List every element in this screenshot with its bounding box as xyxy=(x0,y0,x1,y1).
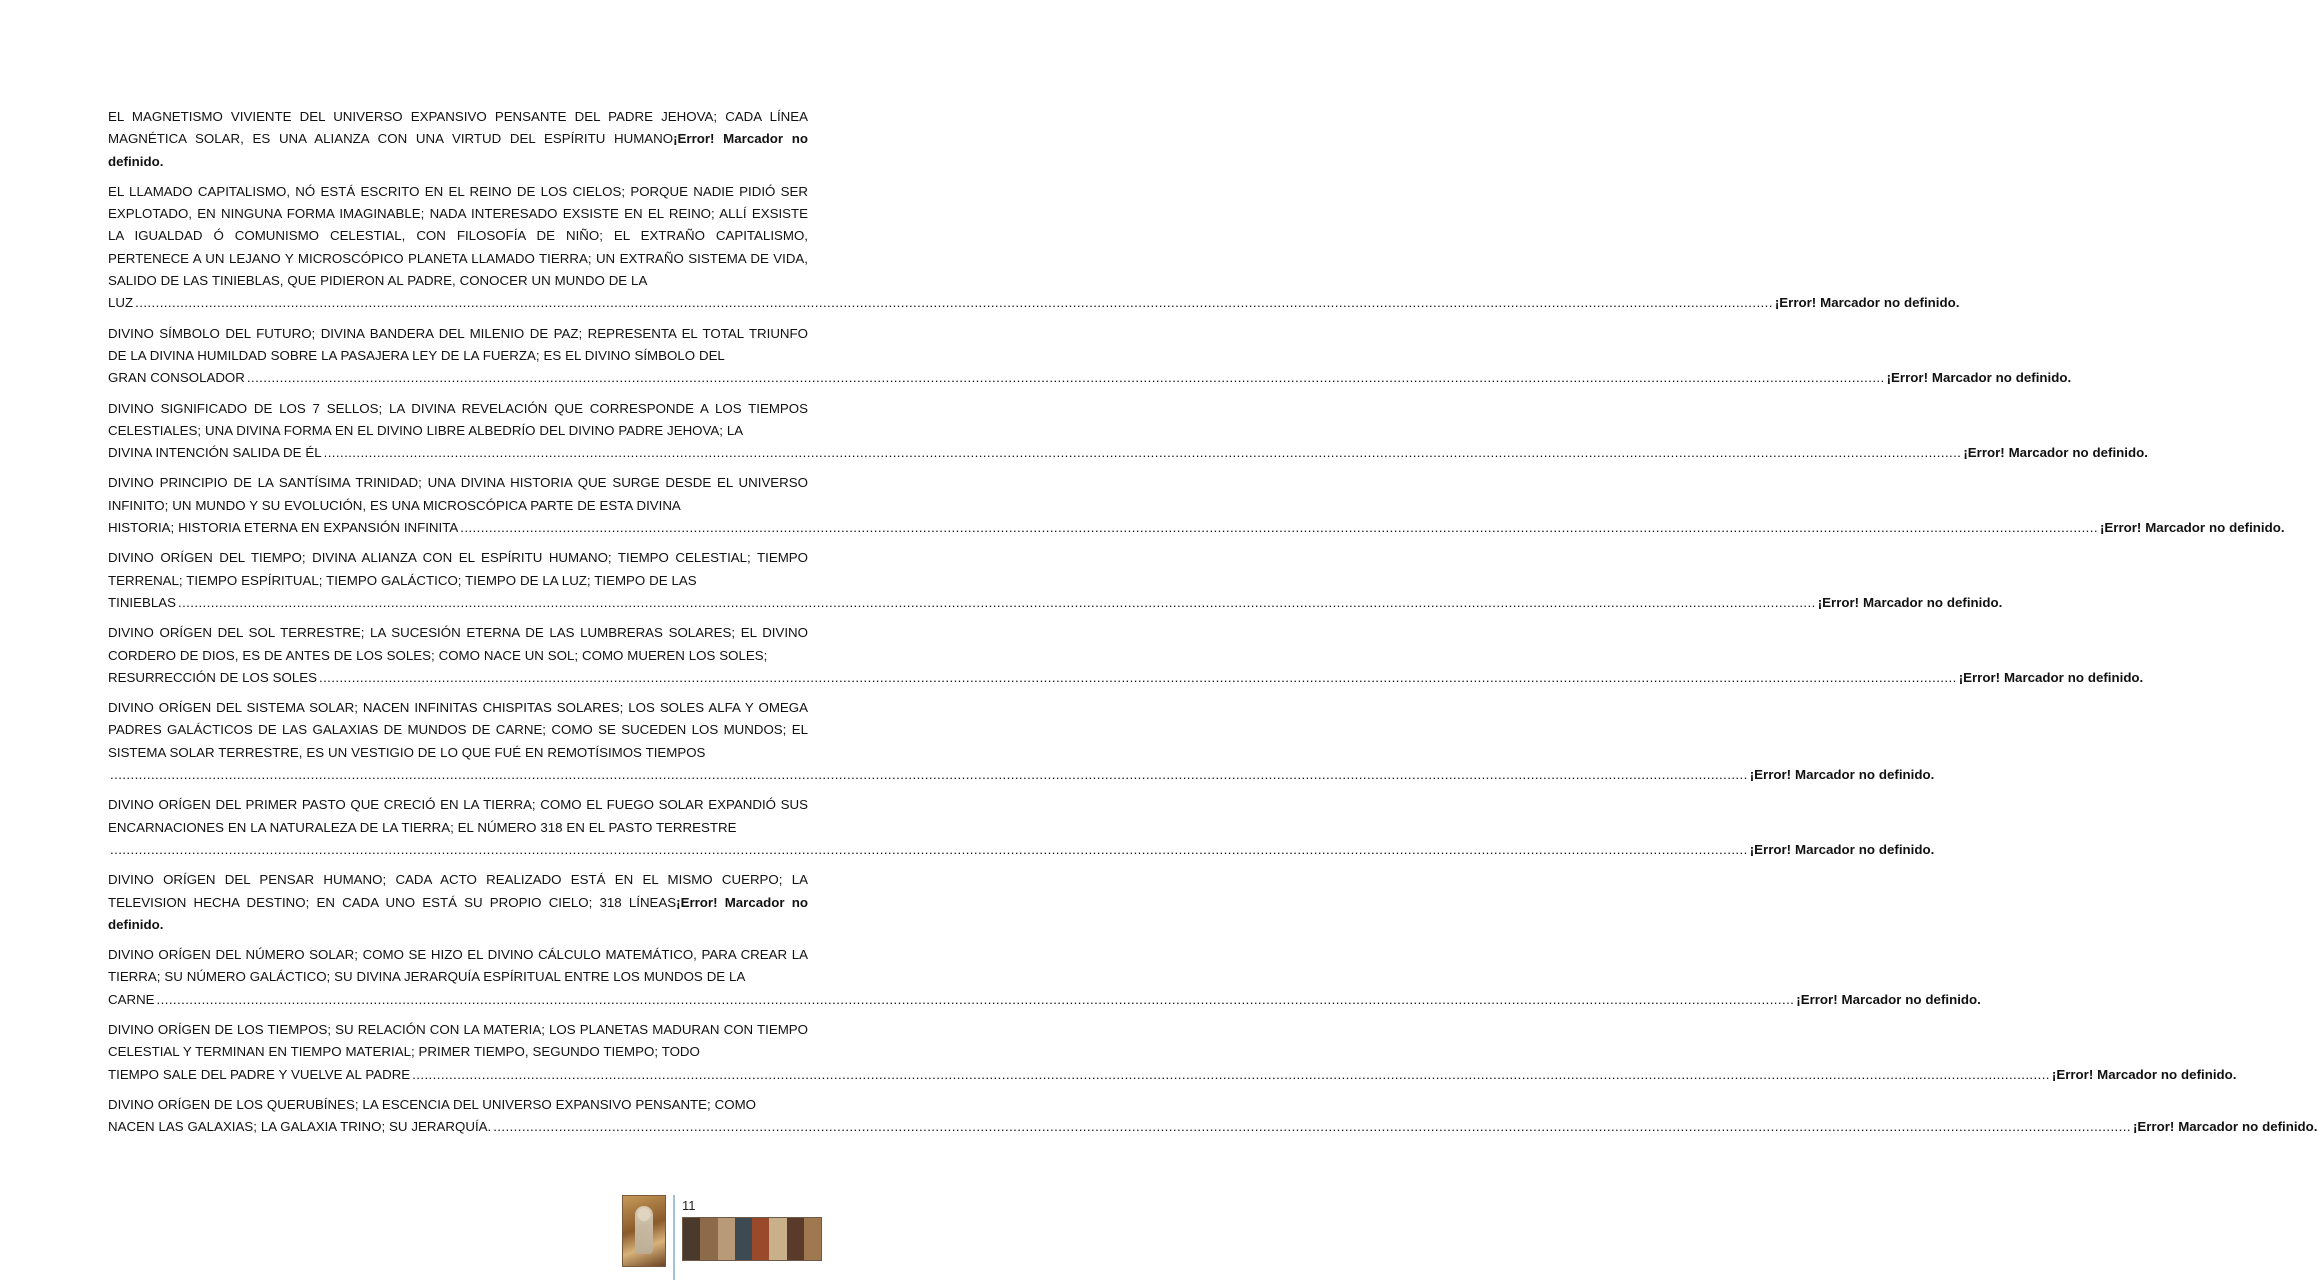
toc-error-marker: ¡Error! Marcador no definido. xyxy=(2099,520,2285,536)
toc-entry-last-line: TINIEBLAS xyxy=(108,594,176,610)
toc-dot-leader: ................................................................................................................................................................................................................................................................................................................................................................................................................ xyxy=(110,767,1748,783)
toc-entry-last-line: DIVINA INTENCIÓN SALIDA DE ÉL xyxy=(108,445,322,461)
toc-entry[interactable] xyxy=(108,697,1935,786)
toc-dot-leader: ................................................................................................................................................................................................................................................................................................................................................................................................................ xyxy=(177,594,1816,610)
table-of-contents xyxy=(108,106,2318,1146)
toc-entry-text: DIVINO ORÍGEN DEL SISTEMA SOLAR; NACEN INFINITAS CHISPITAS SOLARES; LOS SOLES ALFA Y OMEGA PADRES GALÁCTICOS DE LAS GALAXIAS DE MUNDOS DE CARNE; COMO SE SUCEDEN LOS MUNDOS; EL SISTEMA SOLAR TERRESTRE, ES UN VESTIGIO DE LO QUE FUÉ EN REMOTÍSIMOS TIEMPOS xyxy=(108,700,808,760)
toc-entry[interactable] xyxy=(108,181,1960,315)
toc-entry-text: DIVINO SÍMBOLO DEL FUTURO; DIVINA BANDERA DEL MILENIO DE PAZ; REPRESENTA EL TOTAL TRIUNFO DE LA DIVINA HUMILDAD SOBRE LA PASAJERA LEY DE LA FUERZA; ES EL DIVINO SÍMBOLO DEL xyxy=(108,325,808,363)
footer-image-strip xyxy=(682,1217,822,1261)
footer-strip-tile xyxy=(683,1218,700,1260)
toc-entry[interactable] xyxy=(108,1019,2237,1086)
toc-entry-text: DIVINO SIGNIFICADO DE LOS 7 SELLOS; LA DIVINA REVELACIÓN QUE CORRESPONDE A LOS TIEMPOS CELESTIALES; UNA DIVINA FORMA EN EL DIVINO LIBRE ALBEDRÍO DEL DIVINO PADRE JEHOVA; LA xyxy=(108,400,808,438)
toc-error-marker: ¡Error! Marcador no definido. xyxy=(1774,295,1960,311)
toc-entry-text: DIVINO ORÍGEN DEL NÚMERO SOLAR; COMO SE HIZO EL DIVINO CÁLCULO MATEMÁTICO, PARA CREAR LA TIERRA; SU NÚMERO GALÁCTICO; SU DIVINA JERARQUÍA ESPÍRITUAL ENTRE LOS MUNDOS DE LA xyxy=(108,947,808,985)
toc-entry[interactable] xyxy=(108,869,808,936)
toc-error-marker: ¡Error! Marcador no definido. xyxy=(2132,1119,2318,1135)
toc-error-marker: ¡Error! Marcador no definido. xyxy=(1886,370,2072,386)
toc-entry-last-line: GRAN CONSOLADOR xyxy=(108,370,245,386)
toc-entry-last-line: RESURRECCIÓN DE LOS SOLES xyxy=(108,669,317,685)
toc-entry[interactable] xyxy=(108,1094,2318,1139)
toc-entry-text: EL MAGNETISMO VIVIENTE DEL UNIVERSO EXPANSIVO PENSANTE DEL PADRE JEHOVA; CADA LÍNEA MAGNÉTICA SOLAR, ES UNA ALIANZA CON UNA VIRTUD DEL ESPÍRITU HUMANO xyxy=(108,109,808,147)
footer-divider xyxy=(673,1195,675,1280)
footer-strip-tile xyxy=(700,1218,717,1260)
toc-dot-leader: ................................................................................................................................................................................................................................................................................................................................................................................................................ xyxy=(318,669,1957,685)
toc-dot-leader: ................................................................................................................................................................................................................................................................................................................................................................................................................ xyxy=(110,841,1748,857)
page-number: 11 xyxy=(682,1198,696,1213)
toc-entry-text: DIVINO ORÍGEN DEL PRIMER PASTO QUE CRECIÓ EN LA TIERRA; COMO EL FUEGO SOLAR EXPANDIÓ SUS ENCARNACIONES EN LA NATURALEZA DE LA TIERRA; EL NÚMERO 318 EN EL PASTO TERRESTRE xyxy=(108,797,808,835)
toc-entry[interactable] xyxy=(108,106,808,173)
toc-entry[interactable] xyxy=(108,398,2148,465)
toc-error-marker: ¡Error! Marcador no definido. xyxy=(1796,991,1981,1007)
footer-figure-image xyxy=(622,1195,666,1267)
toc-dot-leader: ................................................................................................................................................................................................................................................................................................................................................................................................................ xyxy=(412,1066,2050,1082)
toc-entry[interactable] xyxy=(108,472,2285,539)
toc-dot-leader: ................................................................................................................................................................................................................................................................................................................................................................................................................ xyxy=(323,445,1962,461)
footer-strip-tile xyxy=(752,1218,769,1260)
toc-entry-last-line: CARNE xyxy=(108,991,155,1007)
toc-entry-last-line: TIEMPO SALE DEL PADRE Y VUELVE AL PADRE xyxy=(108,1066,411,1082)
footer-strip-tile xyxy=(804,1218,821,1260)
toc-entry[interactable] xyxy=(108,547,2003,614)
toc-error-marker: ¡Error! Marcador no definido. xyxy=(1749,767,1935,783)
toc-entry-text: DIVINO ORÍGEN DEL SOL TERRESTRE; LA SUCESIÓN ETERNA DE LAS LUMBRERAS SOLARES; EL DIVINO CORDERO DE DIOS, ES DE ANTES DE LOS SOLES; COMO NACE UN SOL; COMO MUEREN LOS SOLES; xyxy=(108,625,808,663)
toc-entry-text: DIVINO PRINCIPIO DE LA SANTÍSIMA TRINIDAD; UNA DIVINA HISTORIA QUE SURGE DESDE EL UNIVERSO INFINITO; UN MUNDO Y SU EVOLUCIÓN, ES UNA MICROSCÓPICA PARTE DE ESTA DIVINA xyxy=(108,475,808,513)
toc-error-marker: ¡Error! Marcador no definido. xyxy=(1963,445,2148,461)
toc-entry[interactable] xyxy=(108,794,1935,861)
toc-dot-leader: ................................................................................................................................................................................................................................................................................................................................................................................................................ xyxy=(493,1119,2131,1135)
toc-entry[interactable] xyxy=(108,944,1981,1011)
toc-dot-leader: ................................................................................................................................................................................................................................................................................................................................................................................................................ xyxy=(246,370,1885,386)
footer-strip-tile xyxy=(787,1218,804,1260)
toc-error-marker: ¡Error! Marcador no definido. xyxy=(1958,669,2144,685)
figure-silhouette-icon xyxy=(635,1206,653,1254)
toc-entry-last-line: NACEN LAS GALAXIAS; LA GALAXIA TRINO; SU JERARQUÍA. xyxy=(108,1119,492,1135)
toc-dot-leader: ................................................................................................................................................................................................................................................................................................................................................................................................................ xyxy=(460,520,2098,536)
toc-entry-text: DIVINO ORÍGEN DE LOS TIEMPOS; SU RELACIÓN CON LA MATERIA; LOS PLANETAS MADURAN CON TIEMPO CELESTIAL Y TERMINAN EN TIEMPO MATERIAL; PRIMER TIEMPO, SEGUNDO TIEMPO; TODO xyxy=(108,1021,808,1060)
footer-strip-tile xyxy=(735,1218,752,1260)
footer-strip-tile xyxy=(769,1218,786,1260)
toc-entry-text: DIVINO ORÍGEN DE LOS QUERUBÍNES; LA ESCENCIA DEL UNIVERSO EXPANSIVO PENSANTE; COMO xyxy=(108,1096,756,1112)
toc-entry[interactable] xyxy=(108,323,2072,390)
toc-entry[interactable] xyxy=(108,622,2144,689)
toc-error-marker: ¡Error! Marcador no definido. xyxy=(108,131,808,169)
toc-entry-last-line: LUZ xyxy=(108,295,134,311)
toc-error-marker: ¡Error! Marcador no definido. xyxy=(1749,841,1935,857)
toc-error-marker: ¡Error! Marcador no definido. xyxy=(2051,1066,2237,1082)
toc-dot-leader: ................................................................................................................................................................................................................................................................................................................................................................................................................ xyxy=(135,295,1773,311)
toc-error-marker: ¡Error! Marcador no definido. xyxy=(108,894,808,932)
toc-error-marker: ¡Error! Marcador no definido. xyxy=(1817,594,2003,610)
toc-entry-text: DIVINO ORÍGEN DEL PENSAR HUMANO; CADA ACTO REALIZADO ESTÁ EN EL MISMO CUERPO; LA TELEVISION HECHA DESTINO; EN CADA UNO ESTÁ SU PROPIO CIELO; 318 LÍNEAS xyxy=(108,872,808,910)
toc-entry-last-line: HISTORIA; HISTORIA ETERNA EN EXPANSIÓN INFINITA xyxy=(108,520,459,536)
footer-strip-tile xyxy=(718,1218,735,1260)
toc-entry-text: DIVINO ORÍGEN DEL TIEMPO; DIVINA ALIANZA CON EL ESPÍRITU HUMANO; TIEMPO CELESTIAL; TIEMPO TERRENAL; TIEMPO ESPÍRITUAL; TIEMPO GALÁCTICO; TIEMPO DE LA LUZ; TIEMPO DE LAS xyxy=(108,550,808,588)
toc-entry-text: EL LLAMADO CAPITALISMO, NÓ ESTÁ ESCRITO EN EL REINO DE LOS CIELOS; PORQUE NADIE PIDIÓ SER EXPLOTADO, EN NINGUNA FORMA IMAGINABLE; NADA INTERESADO EXSISTE EN EL REINO; ALLÍ EXSISTE LA IGUALDAD Ó COMUNISMO CELESTIAL, CON FILOSOFÍA DE NIÑO; EL EXTRAÑO CAPITALISMO, PERTENECE A UN LEJANO Y MICROSCÓPICO PLANETA LLAMADO TIERRA; UN EXTRAÑO SISTEMA DE VIDA, SALIDO DE LAS TINIEBLAS, QUE PIDIERON AL PADRE, CONOCER UN MUNDO DE LA xyxy=(108,183,808,289)
toc-dot-leader: ................................................................................................................................................................................................................................................................................................................................................................................................................ xyxy=(156,991,1795,1007)
